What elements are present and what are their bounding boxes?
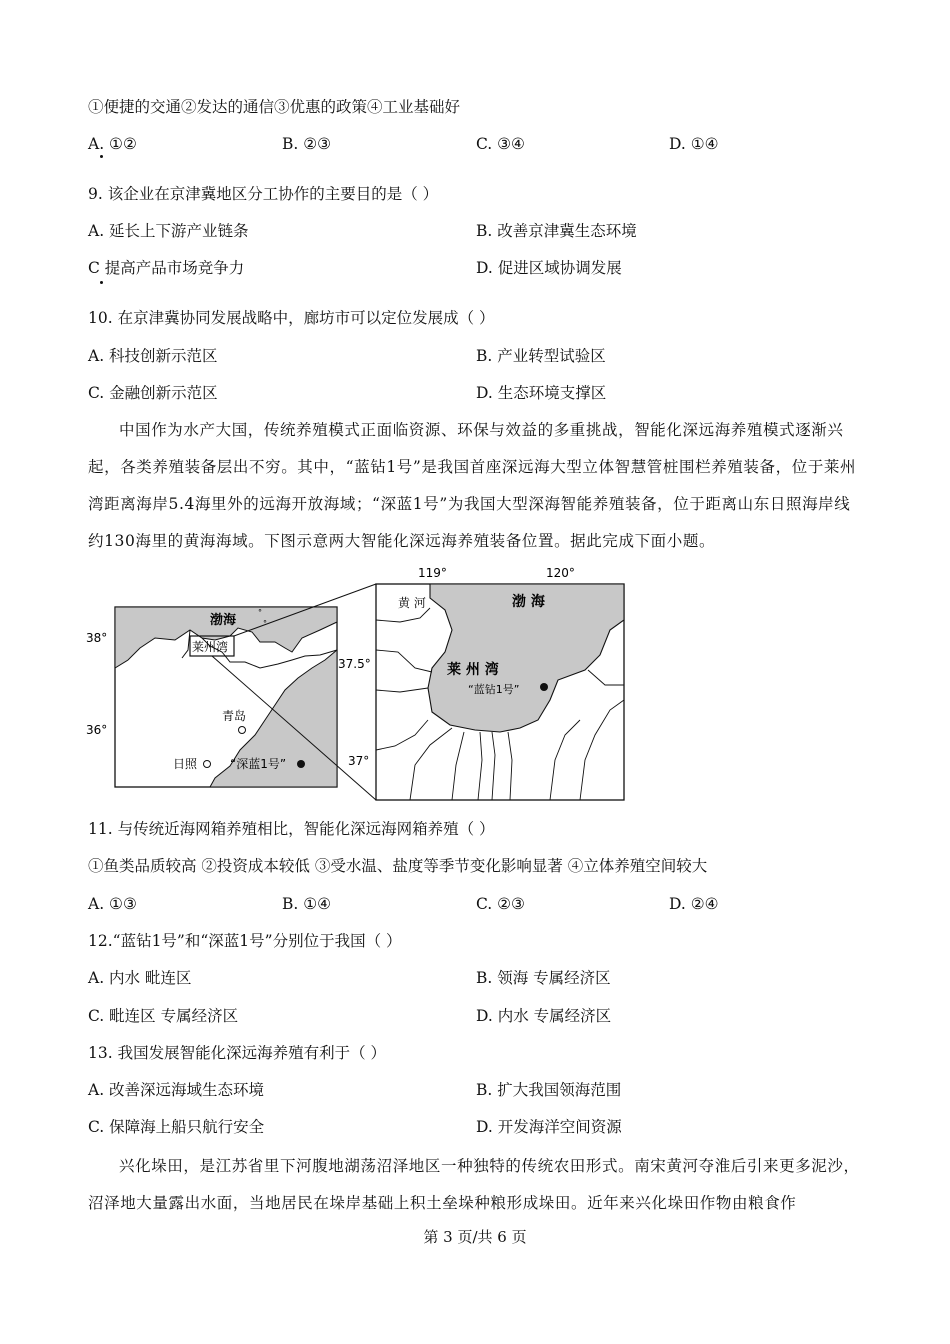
q13-option-d: D. 开发海洋空间资源 — [476, 1118, 622, 1136]
lat-38-label: 38° — [86, 631, 108, 645]
bohai-label: 渤海 — [210, 613, 237, 628]
q13-option-b: B. 扩大我国领海范围 — [476, 1081, 622, 1099]
reading-passage-aquaculture: 中国作为水产大国，传统养殖模式正面临资源、环保与效益的多重挑战，智能化深远海养殖模式逐渐兴起，各类养殖装备层出不穷。其中，“蓝钻1号”是我国首座深远海大型立体智慧管桩围栏养殖装备，位于莱州湾距离海岸5.4海里外的远海开放海域；“深蓝1号”为我国大型深海智能养殖装备，位于距离山东日照海岸线约130海里的黄海海域。下图示意两大智能化深远海养殖装备位置。据此完成下面小题。 — [88, 421, 857, 550]
q12-stem: 12.“蓝钻1号”和“深蓝1号”分别位于我国（ ） — [88, 932, 402, 950]
q12-option-a: A. 内水 毗连区 — [88, 969, 192, 987]
q11-option-d: D. ②④ — [669, 895, 719, 913]
lat-37-5-label: 37.5° — [338, 657, 371, 671]
q12-option-d: D. 内水 专属经济区 — [476, 1007, 612, 1025]
q13-stem: 13. 我国发展智能化深远海养殖有利于（ ） — [88, 1044, 387, 1062]
island-marks: ° — [263, 619, 267, 628]
q10-option-b: B. 产业转型试验区 — [476, 347, 606, 365]
q11-option-c: C. ②③ — [476, 895, 525, 913]
q12-option-b: B. 领海 专属经济区 — [476, 969, 611, 987]
qingdao-marker — [239, 727, 246, 734]
q9-option-d: D. 促进区域协调发展 — [476, 259, 622, 277]
q9-stem: 9. 该企业在京津冀地区分工协作的主要目的是（ ） — [88, 185, 439, 203]
lanzuan-label: “蓝钻1号” — [468, 683, 520, 696]
right-map — [348, 566, 624, 800]
q8-statement: ①便捷的交通②发达的通信③优惠的政策④工业基础好 — [88, 98, 461, 116]
qingdao-label: 青岛 — [222, 709, 247, 723]
island-marks: ° — [258, 608, 262, 617]
q11-option-b: B. ①④ — [282, 895, 332, 913]
map-figure — [80, 560, 640, 805]
q8-option-b: B. ②③ — [282, 135, 332, 153]
lon-120-label: 120° — [546, 566, 575, 580]
q12-option-c: C. 毗连区 专属经济区 — [88, 1007, 239, 1025]
yellow-river-label: 黄 河 — [398, 596, 426, 610]
lat-36-label: 36° — [86, 723, 108, 737]
shenlan-marker — [297, 760, 305, 768]
emphasis-dot — [100, 281, 103, 284]
q8-option-a: A. ①② — [88, 135, 137, 153]
rizhao-label: 日照 — [173, 757, 198, 771]
q11-statement: ①鱼类品质较高 ②投资成本较低 ③受水温、盐度等季节变化影响显著 ④立体养殖空间较大 — [88, 857, 708, 875]
q8-option-d: D. ①④ — [669, 135, 719, 153]
page-footer: 第 3 页/共 6 页 — [423, 1228, 527, 1246]
laizhou-bay-label: 莱州湾 — [192, 640, 229, 654]
reading-passage-duotian: 兴化垛田，是江苏省里下河腹地湖荡沼泽地区一种独特的传统农田形式。南宋黄河夺淮后引来更多泥沙，沼泽地大量露出水面，当地居民在垛岸基础上积土垒垛种粮形成垛田。近年来兴化垛田作物由粮食作 — [88, 1157, 860, 1212]
q10-option-a: A. 科技创新示范区 — [88, 347, 218, 365]
right-bohai-label: 渤 海 — [512, 594, 545, 610]
left-map — [86, 607, 371, 787]
q8-option-c: C. ③④ — [476, 135, 525, 153]
lanzuan-marker — [540, 683, 548, 691]
q11-stem: 11. 与传统近海网箱养殖相比，智能化深远海网箱养殖（ ） — [88, 820, 495, 838]
q11-option-a: A. ①③ — [88, 895, 137, 913]
rizhao-marker — [204, 761, 211, 768]
q13-option-c: C. 保障海上船只航行安全 — [88, 1118, 265, 1136]
q10-option-c: C. 金融创新示范区 — [88, 384, 218, 402]
emphasis-dot — [100, 155, 103, 158]
q9-option-c: C 提高产品市场竞争力 — [88, 259, 245, 277]
lon-119-label: 119° — [418, 566, 447, 580]
right-laizhou-label: 莱 州 湾 — [447, 662, 499, 678]
q10-option-d: D. 生态环境支撑区 — [476, 384, 607, 402]
q10-stem: 10. 在京津冀协同发展战略中，廊坊市可以定位发展成（ ） — [88, 309, 495, 327]
lat-37-label: 37° — [348, 754, 370, 768]
q9-option-a: A. 延长上下游产业链条 — [88, 222, 249, 240]
q9-option-b: B. 改善京津冀生态环境 — [476, 222, 637, 240]
q13-option-a: A. 改善深远海域生态环境 — [88, 1081, 265, 1099]
shenlan-label: “深蓝1号” — [230, 757, 287, 771]
